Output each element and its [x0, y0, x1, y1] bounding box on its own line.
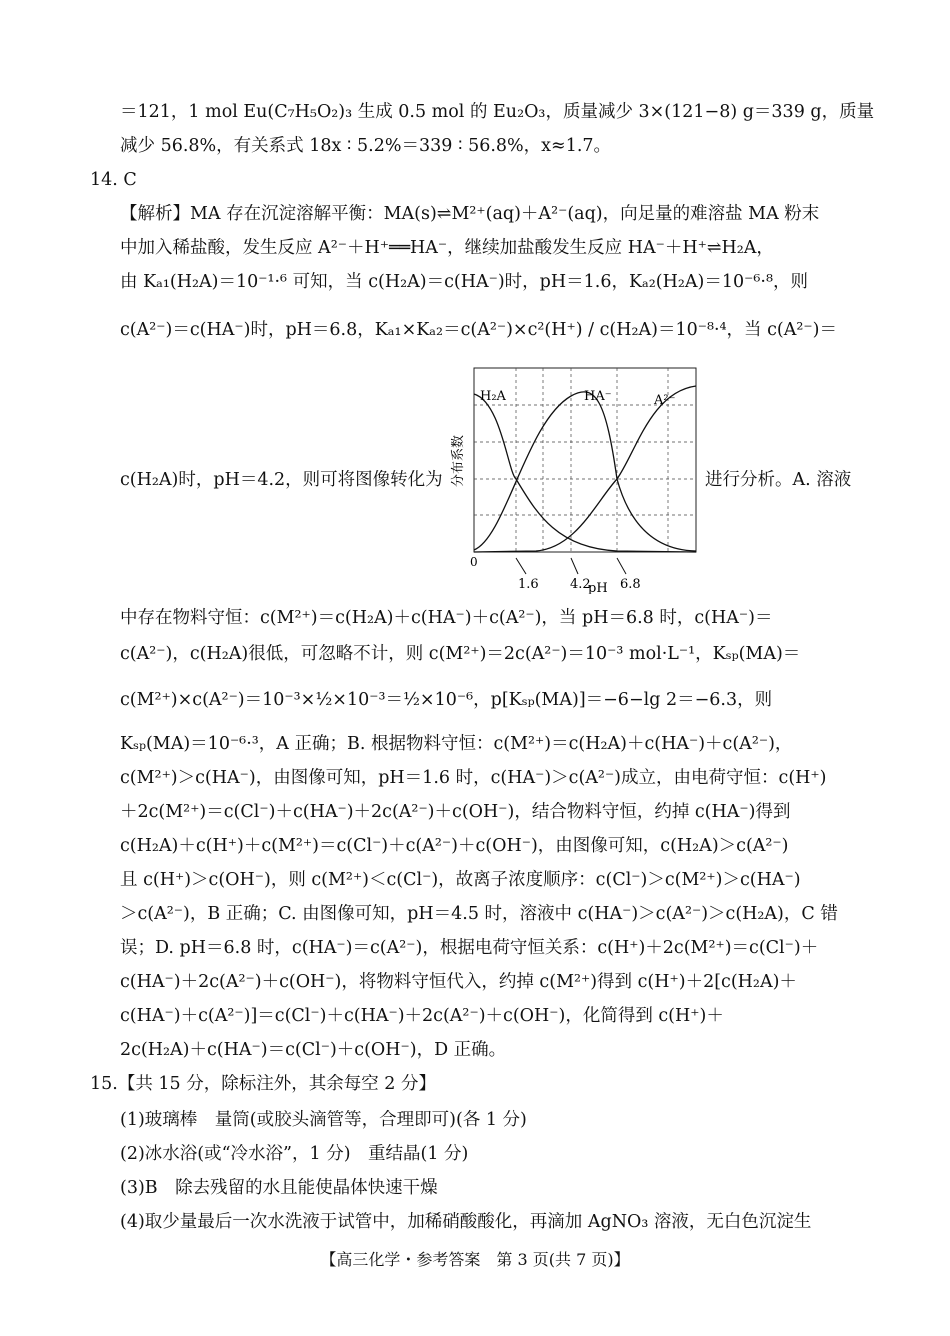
text-line: Kₛₚ(MA)＝10⁻⁶·³，A 正确；B. 根据物料守恒：c(M²⁺)＝c(H₂A)＋c(HA⁻)＋c(A²⁻)， [120, 734, 793, 754]
text-line: ＝121，1 mol Eu(C₇H₅O₂)₃ 生成 0.5 mol 的 Eu₂O₃，质量减少 3×(121−8) g＝339 g，质量 [120, 102, 875, 122]
origin-label: 0 [470, 555, 478, 569]
text-line: c(H₂A)时，pH＝4.2，则可将图像转化为 [120, 470, 443, 490]
text-line: c(H₂A)＋c(H⁺)＋c(M²⁺)＝c(Cl⁻)＋c(A²⁻)＋c(OH⁻)，由图像可知，c(H₂A)＞c(A²⁻) [120, 836, 789, 856]
question-number: 14. C [90, 170, 137, 190]
chart-svg [446, 362, 702, 594]
curve-a2 [474, 386, 696, 552]
text-line: ＞c(A²⁻)，B 正确；C. 由图像可知，pH＝4.5 时，溶液中 c(HA⁻)＞c(A²⁻)＞c(H₂A)，C 错 [120, 904, 838, 924]
text-line: c(M²⁺)×c(A²⁻)＝10⁻³×½×10⁻³＝½×10⁻⁶，p[Kₛₚ(MA)]＝−6−lg 2＝−6.3，则 [120, 690, 773, 710]
tick-arrows [516, 558, 626, 574]
answer-line: (3)B 除去残留的水且能使晶体快速干燥 [120, 1178, 438, 1198]
text-line: 由 Kₐ₁(H₂A)＝10⁻¹·⁶ 可知，当 c(H₂A)＝c(HA⁻)时，pH＝1.6，Kₐ₂(H₂A)＝10⁻⁶·⁸，则 [120, 272, 808, 292]
text-line: 中存在物料守恒：c(M²⁺)＝c(H₂A)＋c(HA⁻)＋c(A²⁻)，当 pH＝6.8 时，c(HA⁻)＝ [120, 608, 773, 628]
tick-label-6-8: 6.8 [620, 577, 641, 592]
text-line: c(M²⁺)＞c(HA⁻)，由图像可知，pH＝1.6 时，c(HA⁻)＞c(A²⁻)成立，由电荷守恒：c(H⁺) [120, 768, 827, 788]
label-a2: A²⁻ [654, 393, 676, 408]
label-h2a: H₂A [480, 389, 506, 404]
y-axis-label: 分布系数 [451, 434, 466, 487]
question-heading: 15.【共 15 分，除标注外，其余每空 2 分】 [90, 1074, 436, 1094]
text-line: 2c(H₂A)＋c(HA⁻)＝c(Cl⁻)＋c(OH⁻)，D 正确。 [120, 1040, 507, 1060]
tick-label-1-6: 1.6 [518, 577, 539, 592]
x-axis-label: pH [588, 581, 608, 594]
text-line: 误；D. pH＝6.8 时，c(HA⁻)＝c(A²⁻)，根据电荷守恒关系：c(H⁺)＋2c(M²⁺)＝c(Cl⁻)＋ [120, 938, 819, 958]
distribution-chart [446, 362, 702, 594]
page-footer: 【高三化学・参考答案 第 3 页(共 7 页)】 [320, 1250, 630, 1269]
text-line: ＋2c(M²⁺)＝c(Cl⁻)＋c(HA⁻)＋2c(A²⁻)＋c(OH⁻)，结合物料守恒，约掉 c(HA⁻)得到 [120, 802, 791, 822]
text-line: c(HA⁻)＋c(A²⁻)]＝c(Cl⁻)＋c(HA⁻)＋2c(A²⁻)＋c(OH⁻)，化简得到 c(H⁺)＋ [120, 1006, 724, 1026]
answer-line: (1)玻璃棒 量筒(或胶头滴管等，合理即可)(各 1 分) [120, 1110, 527, 1130]
analysis-heading-line: 【解析】MA 存在沉淀溶解平衡：MA(s)⇌M²⁺(aq)＋A²⁻(aq)，向足量的难溶盐 MA 粉末 [120, 204, 820, 224]
curve-ha [474, 392, 696, 551]
label-ha: HA⁻ [584, 389, 612, 404]
answer-line: (4)取少量最后一次水洗液于试管中，加稀硝酸酸化，再滴加 AgNO₃ 溶液，无白色沉淀生 [120, 1212, 812, 1232]
text-line: c(A²⁻)＝c(HA⁻)时，pH＝6.8，Kₐ₁×Kₐ₂＝c(A²⁻)×c²(H⁺) / c(H₂A)＝10⁻⁸·⁴，当 c(A²⁻)＝ [120, 320, 837, 340]
tick-label-4-2: 4.2 [570, 577, 591, 592]
text-line: c(HA⁻)＋2c(A²⁻)＋c(OH⁻)，将物料守恒代入，约掉 c(M²⁺)得到 c(H⁺)＋2[c(H₂A)＋ [120, 972, 797, 992]
text-line: 减少 56.8%，有关系式 18x ∶ 5.2%＝339 ∶ 56.8%，x≈1.7。 [120, 136, 612, 156]
text-line: 进行分析。A. 溶液 [705, 470, 852, 490]
text-line: 中加入稀盐酸，发生反应 A²⁻＋H⁺══HA⁻，继续加盐酸发生反应 HA⁻＋H⁺⇌H₂A， [120, 238, 774, 258]
text-line: 且 c(H⁺)＞c(OH⁻)，则 c(M²⁺)＜c(Cl⁻)，故离子浓度顺序：c(Cl⁻)＞c(M²⁺)＞c(HA⁻) [120, 870, 801, 890]
curve-h2a [474, 394, 696, 552]
answer-line: (2)冰水浴(或“冷水浴”，1 分) 重结晶(1 分) [120, 1144, 469, 1164]
text-line: c(A²⁻)，c(H₂A)很低，可忽略不计，则 c(M²⁺)＝2c(A²⁻)＝10⁻³ mol·L⁻¹，Kₛₚ(MA)＝ [120, 644, 801, 664]
